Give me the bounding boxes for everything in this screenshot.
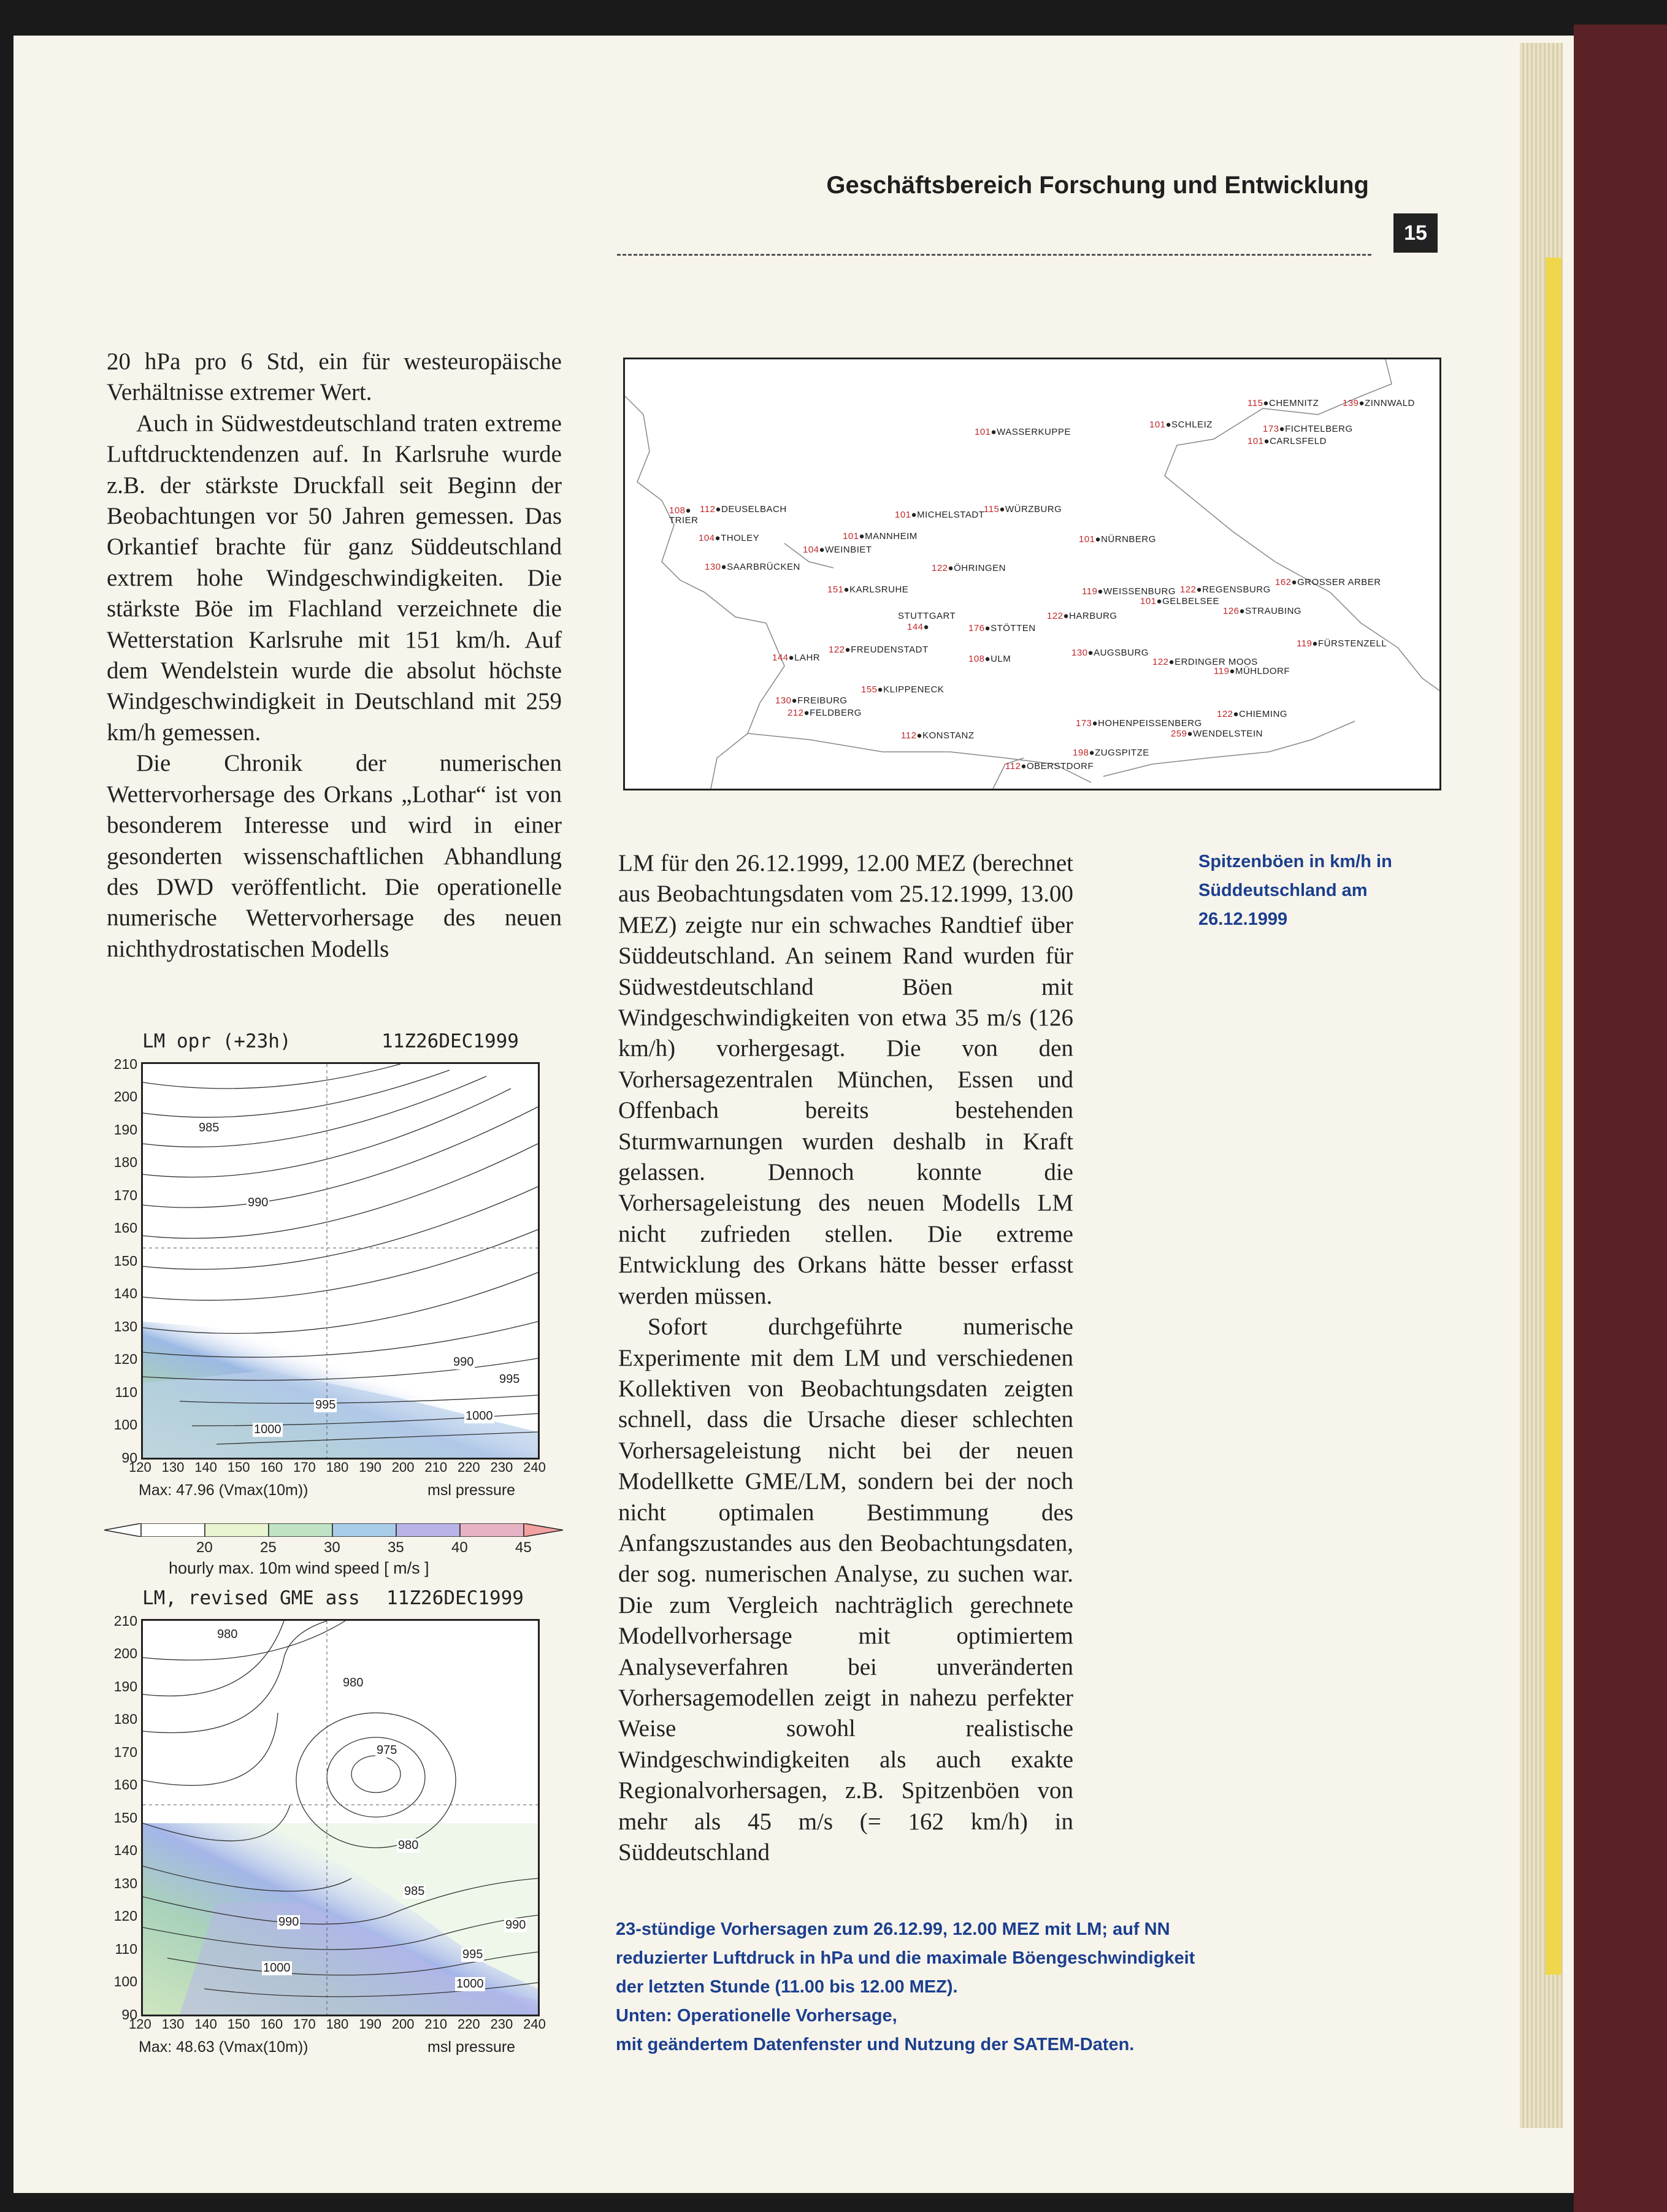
x-tick: 230 <box>490 1460 513 1475</box>
station-label: 101●WASSERKUPPE <box>975 427 1071 437</box>
station-label: 122●FREUDENSTADT <box>829 645 929 655</box>
station-label: 119●FÜRSTENZELL <box>1297 638 1387 649</box>
station-label: 151●KARLSRUHE <box>827 584 909 595</box>
y-tick: 110 <box>115 1384 137 1400</box>
y-tick: 110 <box>115 1941 137 1957</box>
colorbar-label: 20 <box>196 1539 213 1556</box>
book-page <box>13 36 1574 2193</box>
station-label: 104●WEINBIET <box>803 545 872 555</box>
y-tick: 130 <box>113 1875 137 1891</box>
x-tick: 240 <box>523 1460 546 1475</box>
book-cover <box>1574 25 1667 2212</box>
station-label: 112●KONSTANZ <box>901 730 975 741</box>
y-tick: 160 <box>113 1777 137 1793</box>
y-tick: 210 <box>113 1613 137 1629</box>
x-tick: 130 <box>161 1460 185 1475</box>
y-tick: 170 <box>113 1187 137 1203</box>
y-tick: 140 <box>113 1285 137 1301</box>
x-tick: 120 <box>129 2016 151 2032</box>
colorbar-label: 40 <box>451 1539 468 1556</box>
station-label: 122●REGENSBURG <box>1180 584 1271 595</box>
y-tick: 150 <box>113 1253 137 1269</box>
station-label: 173●HOHENPEISSENBERG <box>1076 718 1202 729</box>
y-tick: 160 <box>113 1220 137 1236</box>
contour-label: 995 <box>499 1372 520 1386</box>
colorbar-label: 45 <box>515 1539 532 1556</box>
paragraph: 20 hPa pro 6 Std, ein für westeuropäische Verhältnisse extremer Wert. <box>107 348 562 406</box>
station-label: 122●HARBURG <box>1047 611 1117 621</box>
forecast-caption <box>616 1915 1389 2059</box>
paragraph: LM für den 26.12.1999, 12.00 MEZ (berechnet aus Beobachtungsdaten vom 25.12.1999, 13.00 MEZ) zeigte nur ein schwaches Randtief über Süddeutschland. An seinem Rand wurden für Südwestdeutschland Böen mit Windgeschwindigkeiten von etwa 35 m/s (126 km/h) vorhergesagt. Die von den Vorhersagezentralen München, Essen und Offenbach bereits bestehenden Sturmwarnungen wurden deshalb in Kraft gelassen. Dennoch konnte die Vorhersageleistung des neuen Modells LM nicht zufrieden stellen. Die extreme Entwicklung des Orkans hätte besser erfasst werden müssen. <box>618 850 1073 1309</box>
station-label: 130●AUGSBURG <box>1071 648 1149 658</box>
station-label: 112●OBERSTDORF <box>1005 761 1094 771</box>
colorbar-caption: hourly max. 10m wind speed [ m/s ] <box>169 1559 429 1577</box>
station-label: 122●ERDINGER MOOS <box>1152 657 1258 667</box>
station-label: STUTTGART <box>898 611 956 621</box>
station-label: 155●KLIPPENECK <box>861 684 945 695</box>
station-label: 101●SCHLEIZ <box>1149 419 1213 430</box>
contour-label: 980 <box>343 1676 364 1690</box>
y-tick: 130 <box>113 1318 137 1334</box>
station-label: 115●CHEMNITZ <box>1247 398 1319 408</box>
station-label: 101●MANNHEIM <box>843 531 918 542</box>
colorbar-label: 35 <box>388 1539 404 1556</box>
x-tick: 210 <box>424 2016 448 2032</box>
station-label: 176●STÖTTEN <box>968 623 1036 633</box>
caption-line: der letzten Stunde (11.00 bis 12.00 MEZ). <box>616 1977 958 1997</box>
chart-title: LM opr (+23h) <box>142 1030 291 1052</box>
x-tick: 150 <box>227 1460 250 1475</box>
y-tick: 190 <box>113 1678 137 1694</box>
station-label: 119●MÜHLDORF <box>1214 666 1290 676</box>
x-tick: 200 <box>391 2016 415 2032</box>
station-label: 126●STRAUBING <box>1223 606 1302 616</box>
map-caption: Spitzenböen in km/h in Süddeutschland am 26.12.1999 <box>1198 852 1392 929</box>
chart-max: Max: 47.96 (Vmax(10m)) <box>139 1482 308 1499</box>
chart-variable: msl pressure <box>427 2038 516 2056</box>
y-tick: 100 <box>113 1973 137 1989</box>
x-tick: 150 <box>227 2016 250 2032</box>
station-label: 198●ZUGSPITZE <box>1073 748 1149 758</box>
y-tick: 90 <box>121 1450 137 1466</box>
chart-variable: msl pressure <box>427 1482 516 1499</box>
y-tick: 200 <box>113 1645 137 1661</box>
x-tick: 210 <box>424 1460 448 1475</box>
y-tick: 180 <box>113 1711 137 1727</box>
station-label: 101●MICHELSTADT <box>895 510 985 520</box>
x-tick: 160 <box>260 2016 283 2032</box>
x-axis-ticks <box>129 1460 546 1475</box>
colorbar-label: 30 <box>324 1539 340 1556</box>
contour-label: 975 <box>377 1743 397 1757</box>
x-tick: 190 <box>359 2016 381 2032</box>
section-header: Geschäftsbereich Forschung und Entwicklung <box>826 172 1369 199</box>
station-label: 139●ZINNWALD <box>1343 398 1415 408</box>
wind-speed-colorbar <box>104 1520 563 1587</box>
x-tick: 170 <box>293 2016 316 2032</box>
station-label: 119●WEISSENBURG <box>1082 586 1176 597</box>
station-label: 108●ULM <box>968 654 1011 664</box>
yellow-tab-strip <box>1546 258 1562 1975</box>
station-label: 122●ÖHRINGEN <box>932 563 1006 573</box>
paragraph: Auch in Südwestdeutschland traten extreme Luftdrucktendenzen auf. In Karlsruhe wurde z.B. der stärkste Druckfall seit Beginn der Beobachtungen vor 50 Jahren gemessen. Das Orkantief brachte für ganz Süddeutschland extrem hohe Windgeschwindigkeiten. Die stärkste Böe im Flachland verzeichnete die Wetterstation Karlsruhe mit 151 km/h. Auf dem Wendelstein wurde die absolut höchste Windgeschwindigkeit in Deutschland mit 259 km/h gemessen. <box>107 410 562 746</box>
y-tick: 140 <box>113 1842 137 1858</box>
station-label: 112●DEUSELBACH <box>700 504 787 515</box>
caption-line: 23-stündige Vorhersagen zum 26.12.99, 12.00 MEZ mit LM; auf NN <box>616 1919 1170 1939</box>
contour-label: 995 <box>315 1398 336 1412</box>
station-label: 144● <box>907 622 930 632</box>
contour-label: 995 <box>462 1948 483 1961</box>
contour-label: 1000 <box>263 1961 291 1975</box>
colorbar-label: 25 <box>260 1539 277 1556</box>
x-tick: 130 <box>161 2016 185 2032</box>
chart-title: LM, revised GME ass <box>142 1587 360 1609</box>
station-label: 101●GELBELSEE <box>1140 596 1219 607</box>
station-label: 162●GROSSER ARBER <box>1275 577 1381 587</box>
y-tick: 150 <box>113 1810 137 1826</box>
x-tick: 160 <box>260 1460 283 1475</box>
y-tick: 190 <box>113 1122 137 1138</box>
station-label: 259●WENDELSTEIN <box>1171 729 1263 739</box>
y-tick: 120 <box>113 1351 137 1367</box>
chart-date: 11Z26DEC1999 <box>386 1587 524 1609</box>
caption-line: reduzierter Luftdruck in hPa und die maximale Böengeschwindigkeit <box>616 1948 1195 1968</box>
station-label: 115●WÜRZBURG <box>984 504 1062 515</box>
y-tick: 170 <box>113 1744 137 1760</box>
x-tick: 140 <box>194 2016 217 2032</box>
y-tick: 210 <box>113 1056 137 1072</box>
x-tick: 230 <box>490 2016 513 2032</box>
y-tick: 90 <box>121 2007 137 2023</box>
chart-date: 11Z26DEC1999 <box>381 1030 519 1052</box>
caption-line: mit geändertem Datenfenster und Nutzung der SATEM-Daten. <box>616 2035 1135 2054</box>
x-tick: 180 <box>326 2016 349 2032</box>
station-label: 212●FELDBERG <box>788 708 862 718</box>
header-rule <box>617 254 1371 256</box>
x-tick: 190 <box>359 1460 381 1475</box>
y-tick: 180 <box>113 1154 137 1170</box>
station-label: 173●FICHTELBERG <box>1263 424 1353 434</box>
left-column-text <box>107 346 562 965</box>
x-tick: 200 <box>391 1460 415 1475</box>
contour-label: 990 <box>505 1918 526 1932</box>
contour-label: 990 <box>248 1196 269 1209</box>
x-tick: 180 <box>326 1460 349 1475</box>
station-label: 122●CHIEMING <box>1217 709 1288 719</box>
station-label: 144●LAHR <box>772 653 821 663</box>
y-tick: 100 <box>113 1417 137 1433</box>
station-label: 101●NÜRNBERG <box>1079 534 1156 545</box>
y-tick: 120 <box>113 1908 137 1924</box>
paragraph: Die Chronik der numerischen Wettervorhersage des Orkans „Lothar“ ist von besonderem Interesse und wird in einer gesonderten wissenschaftlichen Abhandlung des DWD veröffentlicht. Die operationelle numerische Wettervorhersage des neuen nichthydrostatischen Modells <box>107 750 562 962</box>
contour-label: 1000 <box>254 1423 282 1436</box>
x-axis-ticks <box>129 2016 546 2032</box>
x-tick: 120 <box>129 1460 151 1475</box>
chart-max: Max: 48.63 (Vmax(10m)) <box>139 2038 308 2056</box>
contour-label: 980 <box>217 1628 238 1641</box>
contour-label: 990 <box>453 1355 474 1369</box>
x-tick: 140 <box>194 1460 217 1475</box>
forecast-chart-operational <box>112 1030 572 1509</box>
x-tick: 170 <box>293 1460 316 1475</box>
station-label: 101●CARLSFELD <box>1247 436 1327 446</box>
contour-label: 990 <box>278 1915 299 1929</box>
gust-map <box>623 358 1441 790</box>
page-number: 15 <box>1393 213 1438 253</box>
paragraph: Sofort durchgeführte numerische Experimente mit dem LM und verschiedenen Kollektiven von Beobachtungsdaten zeigten schnell, dass die Ursache dieser schlechten Vorhersageleistung nicht bei der neuen Modellkette GME/LM, sondern bei der noch nicht optimalen Bestimmung des Anfangszustandes aus den Beobachtungsdaten, der sog. numerischen Analyse, zu suchen war. Die zum Vergleich nachträglich gerechnete Modellvorhersage mit optimiertem Analyseverfahren bei unveränderten Vorhersagemodellen zeigt in nahezu perfekter Weise sowohl realistische Windgeschwindigkeiten als auch exakte Regionalvorhersagen, z.B. Spitzenböen von mehr als 45 m/s (= 162 km/h) in Süddeutschland <box>618 1314 1073 1866</box>
y-tick: 200 <box>113 1089 137 1104</box>
station-label: 108● <box>669 505 692 516</box>
forecast-chart-revised <box>112 1587 572 2065</box>
contour-label: 1000 <box>456 1977 484 1991</box>
contour-label: 980 <box>398 1839 419 1852</box>
station-label: 130●FREIBURG <box>775 695 848 706</box>
caption-line: Unten: Operationelle Vorhersage, <box>616 2006 897 2026</box>
contour-label: 985 <box>404 1885 425 1898</box>
contour-label: 1000 <box>466 1409 493 1423</box>
colorbar-scale <box>104 1523 563 1537</box>
station-label: TRIER <box>669 515 699 526</box>
contour-label: 985 <box>199 1121 220 1135</box>
x-tick: 240 <box>523 2016 546 2032</box>
x-tick: 220 <box>457 2016 480 2032</box>
x-tick: 220 <box>457 1460 480 1475</box>
station-label: 130●SAARBRÜCKEN <box>705 562 800 572</box>
middle-column-text <box>618 848 1073 1868</box>
station-label: 104●THOLEY <box>699 533 760 543</box>
